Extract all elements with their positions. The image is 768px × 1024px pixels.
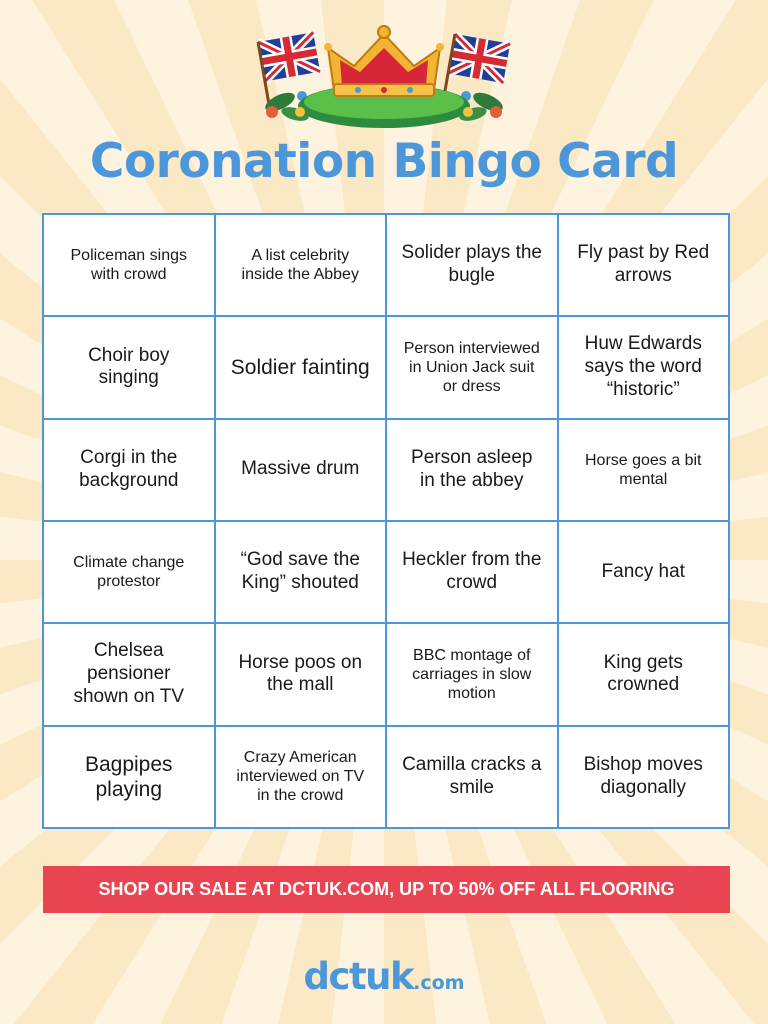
crown-icon [324,26,444,96]
bingo-cell[interactable]: Massive drum [216,420,386,520]
bingo-cell[interactable]: Huw Edwards says the word “historic” [559,317,729,417]
crown-crest-icon [250,22,518,132]
bingo-cell[interactable]: Corgi in the background [44,420,214,520]
bingo-cell[interactable]: Person interviewed in Union Jack suit or dress [387,317,557,417]
bingo-cell[interactable]: Horse goes a bit mental [559,420,729,520]
brand-tld: .com [413,972,465,994]
bingo-cell[interactable]: Bishop moves diagonally [559,727,729,827]
bingo-cell[interactable]: A list celebrity inside the Abbey [216,215,386,315]
bingo-cell[interactable]: Solider plays the bugle [387,215,557,315]
bingo-cell[interactable]: Crazy American interviewed on TV in the crowd [216,727,386,827]
bingo-grid [42,213,730,829]
sale-banner[interactable]: SHOP OUR SALE AT DCTUK.COM, UP TO 50% OFF ALL FLOORING [43,866,730,913]
bingo-cell[interactable]: “God save the King” shouted [216,522,386,622]
bingo-cell[interactable]: Fancy hat [559,522,729,622]
bingo-cell[interactable]: Policeman sings with crowd [44,215,214,315]
bingo-cell[interactable]: Camilla cracks a smile [387,727,557,827]
brand-name: dctuk [303,955,414,998]
bingo-cell[interactable]: Climate change protestor [44,522,214,622]
bingo-cell[interactable]: Horse poos on the mall [216,624,386,724]
bingo-cell[interactable]: Fly past by Red arrows [559,215,729,315]
brand-logo[interactable] [0,955,768,998]
bingo-cell[interactable]: Heckler from the crowd [387,522,557,622]
bingo-cell[interactable]: Chelsea pensioner shown on TV [44,624,214,724]
bingo-cell[interactable]: Choir boy singing [44,317,214,417]
bingo-cell[interactable]: Person asleep in the abbey [387,420,557,520]
bingo-cell[interactable]: Soldier fainting [216,317,386,417]
page-title: Coronation Bingo Card [89,134,679,189]
bingo-cell[interactable]: BBC montage of carriages in slow motion [387,624,557,724]
bingo-cell[interactable]: Bagpipes playing [44,727,214,827]
bingo-cell[interactable]: King gets crowned [559,624,729,724]
